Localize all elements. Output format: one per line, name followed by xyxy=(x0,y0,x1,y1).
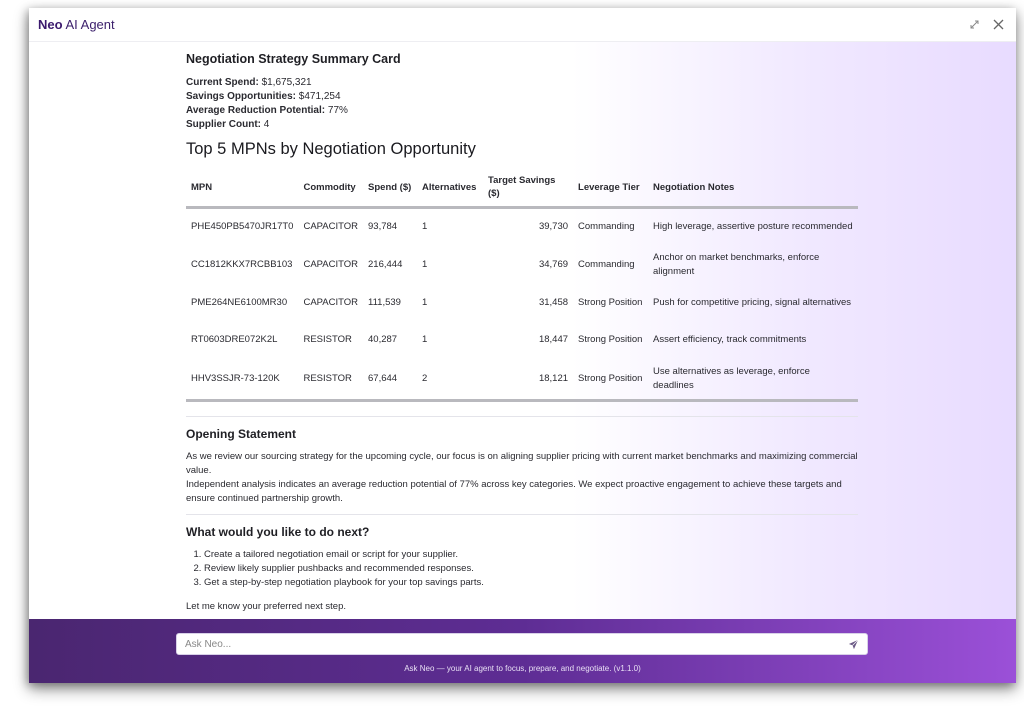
neo-agent-window xyxy=(29,8,1016,683)
response-message xyxy=(186,42,858,614)
stat-supplier-count xyxy=(186,118,858,132)
cell-spend: 216,444 xyxy=(368,258,403,270)
summary-stats xyxy=(186,76,858,132)
app-title-rest: AI Agent xyxy=(65,17,115,32)
cell-commodity: CAPACITOR xyxy=(303,297,359,308)
cell-commodity: RESISTOR xyxy=(303,334,352,345)
cell-alternatives: 2 xyxy=(422,372,428,384)
cell-spend: 67,644 xyxy=(368,372,398,384)
next-step-item: 2. Review likely supplier pushbacks and recommended responses. xyxy=(204,562,858,576)
header-target-savings: Target Savings ($) xyxy=(488,175,556,199)
cell-spend: 40,287 xyxy=(368,334,398,345)
header-mpn: MPN xyxy=(191,181,213,193)
stat-current-spend xyxy=(186,76,858,90)
cell-commodity: CAPACITOR xyxy=(303,220,359,232)
cell-notes: High leverage, assertive posture recommended xyxy=(653,220,853,232)
close-icon[interactable] xyxy=(993,19,1004,30)
summary-card-title: Negotiation Strategy Summary Card xyxy=(186,52,401,66)
next-steps-list xyxy=(186,548,858,590)
opening-paragraph-2: Independent analysis indicates an average reduction potential of 77% across key categories. We expect proactive engagement to achieve these targets and ensure continued partnership growth. xyxy=(186,478,842,504)
window-controls xyxy=(970,19,1004,30)
cell-target-savings: 18,121 xyxy=(538,372,569,384)
cell-leverage: Commanding xyxy=(578,258,635,270)
chat-footer xyxy=(29,619,1016,683)
cell-spend: 93,784 xyxy=(368,220,398,232)
stat-value: 4 xyxy=(263,119,270,130)
app-title xyxy=(38,17,115,32)
header-leverage-tier: Leverage Tier xyxy=(578,181,640,193)
cell-leverage: Strong Position xyxy=(578,297,643,308)
cell-leverage: Strong Position xyxy=(578,372,643,384)
cell-commodity: CAPACITOR xyxy=(303,258,359,270)
cell-target-savings: 39,730 xyxy=(538,220,569,232)
table-title: Top 5 MPNs by Negotiation Opportunity xyxy=(186,140,476,158)
cell-notes: Anchor on market benchmarks, enforce alignment xyxy=(653,251,820,277)
divider xyxy=(186,416,858,417)
cell-target-savings: 18,447 xyxy=(538,334,569,345)
stat-value: $1,675,321 xyxy=(261,77,312,88)
ask-neo-box xyxy=(176,633,868,655)
stat-label: Current Spend: xyxy=(186,77,259,88)
stat-value: $471,254 xyxy=(298,91,341,102)
cell-leverage: Strong Position xyxy=(578,334,643,345)
stat-label: Supplier Count: xyxy=(186,119,261,130)
cell-mpn: PME264NE6100MR30 xyxy=(191,297,288,308)
table-row xyxy=(186,245,858,285)
app-title-brand: Neo xyxy=(38,17,63,32)
cell-target-savings: 31,458 xyxy=(538,297,569,308)
collapse-icon[interactable] xyxy=(970,20,979,29)
next-steps-title: What would you like to do next? xyxy=(186,524,370,539)
table-row xyxy=(186,208,858,245)
stat-label: Savings Opportunities: xyxy=(186,91,297,102)
cell-leverage: Commanding xyxy=(578,220,635,232)
table-header-row xyxy=(186,171,858,208)
next-step-item: 1. Create a tailored negotiation email or script for your supplier. xyxy=(204,548,858,562)
stat-savings-opportunities xyxy=(186,90,858,104)
cell-notes: Push for competitive pricing, signal alternatives xyxy=(653,297,852,308)
divider xyxy=(186,514,858,515)
cell-mpn: HHV3SSJR-73-120K xyxy=(191,372,280,384)
header-alternatives: Alternatives xyxy=(422,181,477,193)
cell-alternatives: 1 xyxy=(422,220,428,232)
stat-value: 77% xyxy=(327,105,348,116)
footer-tagline: Ask Neo — your AI agent to focus, prepare, and negotiate. (v1.1.0) xyxy=(404,664,641,673)
cell-notes: Assert efficiency, track commitments xyxy=(653,334,807,345)
cell-mpn: PHE450PB5470JR17T0 xyxy=(191,220,294,232)
cell-commodity: RESISTOR xyxy=(303,372,352,384)
cell-mpn: RT0603DRE072K2L xyxy=(191,334,278,345)
cell-alternatives: 1 xyxy=(422,258,428,270)
header-negotiation-notes: Negotiation Notes xyxy=(653,181,735,193)
cell-mpn: CC1812KKX7RCBB103 xyxy=(191,258,293,270)
cell-target-savings: 34,769 xyxy=(538,258,569,270)
chat-content[interactable] xyxy=(29,42,1016,619)
stat-average-reduction xyxy=(186,104,858,118)
send-icon[interactable] xyxy=(848,639,859,650)
header-spend: Spend ($) xyxy=(368,181,412,193)
closing-text: Let me know your preferred next step. xyxy=(186,600,346,612)
ask-neo-input[interactable] xyxy=(185,639,848,650)
header-commodity: Commodity xyxy=(303,181,356,193)
cell-spend: 111,539 xyxy=(368,297,401,308)
next-step-item: 3. Get a step-by-step negotiation playbook for your top savings parts. xyxy=(204,576,858,590)
opening-paragraph-1: As we review our sourcing strategy for the upcoming cycle, our focus is on aligning supplier pricing with current market benchmarks and maximizing commercial value. xyxy=(186,450,858,476)
cell-alternatives: 1 xyxy=(422,297,428,308)
opening-statement-title: Opening Statement xyxy=(186,426,297,441)
table-row xyxy=(186,359,858,401)
cell-notes: Use alternatives as leverage, enforce deadlines xyxy=(653,365,810,391)
table-row xyxy=(186,322,858,359)
mpn-table xyxy=(186,171,858,402)
stat-label: Average Reduction Potential: xyxy=(186,105,326,116)
table-row xyxy=(186,285,858,322)
title-bar xyxy=(29,8,1016,42)
cell-alternatives: 1 xyxy=(422,334,428,345)
